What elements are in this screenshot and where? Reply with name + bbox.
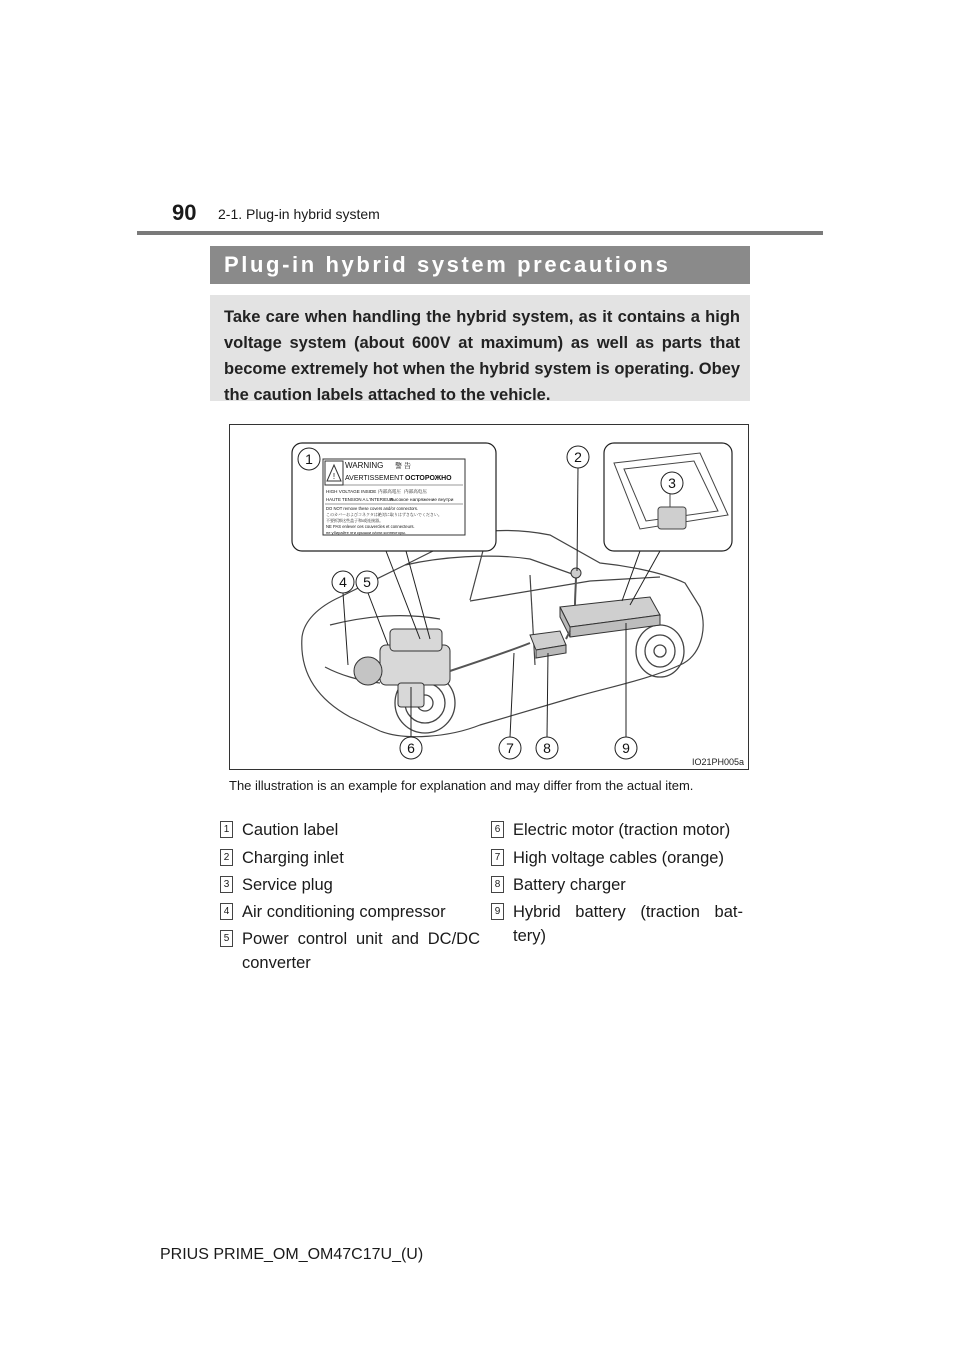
callout-4	[332, 571, 354, 593]
callout-7	[499, 737, 521, 759]
figure-caption: The illustration is an example for explanation and may differ from the actual item.	[229, 778, 694, 793]
legend-number-badge: 7	[491, 849, 504, 866]
legend-item-text: Caution label	[242, 821, 339, 839]
section-reference: 2-1. Plug-in hybrid system	[218, 206, 380, 222]
charging-inlet-part	[571, 568, 581, 578]
callout-1	[298, 448, 320, 470]
legend-item-text: Electric motor (traction motor)	[513, 821, 731, 839]
label-avertissement-text: AVERTISSEMENT	[345, 475, 404, 482]
legend-number-badge: 1	[220, 821, 233, 838]
legend-number-badge: 2	[220, 849, 233, 866]
page-number: 90	[172, 200, 197, 225]
legend-number-badge: 6	[491, 821, 504, 838]
legend-item-power-control-unit	[220, 927, 480, 975]
legend-item-text: Service plug	[242, 876, 333, 894]
legend-item-text: High voltage cables (orange)	[513, 849, 724, 867]
section-title: Plug-in hybrid system precautions	[210, 246, 750, 284]
legend-item-charging-inlet	[220, 846, 480, 870]
label-ru-voltage-text: высокое напряжение внутри	[390, 498, 454, 503]
legend-number-badge: 9	[491, 903, 504, 920]
callout-6	[400, 737, 422, 759]
callout-5	[356, 571, 378, 593]
label-cn-note-text: 不要拆卸这些盖子和/或连接器。	[326, 518, 384, 523]
label-haute-tension-text: HAUTE TENSION A L'INTERIEUR	[326, 497, 394, 502]
legend-item-text: Hybrid battery (traction bat-tery)	[513, 903, 743, 945]
label-jp-1-text: 内部高電圧	[378, 489, 401, 494]
callout-8	[536, 737, 558, 759]
legend-number-badge: 4	[220, 903, 233, 920]
legend-number-badge: 5	[220, 930, 233, 947]
figure-code: IO21PH005a	[691, 757, 744, 767]
label-ne-pas-text: NE PAS enlever ces couvercles et connecteurs.	[326, 524, 415, 529]
legend-item-air-conditioning-compressor	[220, 900, 480, 924]
label-jp-note-text: このカバーおよびコネクタは絶対に取りはずさないでください。	[326, 512, 442, 517]
document-footer: PRIUS PRIME_OM_OM47C17U_(U)	[160, 1246, 424, 1263]
legend-item-battery-charger	[491, 873, 751, 897]
legend-number-badge: 8	[491, 876, 504, 893]
callout-7-label: 7	[506, 740, 514, 756]
intro-text: Take care when handling the hybrid system, as it contains a high voltage system (about 600V at maximum) as well as parts that become extremely hot when the hybrid system is operating. Obey the caution labels attached to the vehicle.	[224, 308, 740, 404]
callout-9	[615, 737, 637, 759]
callout-8-label: 8	[543, 740, 551, 756]
caution-label-graphic	[323, 459, 465, 535]
callout-2-label: 2	[574, 449, 582, 465]
legend-item-electric-motor	[491, 818, 751, 842]
legend-item-hybrid-battery	[491, 900, 751, 948]
svg-text:!: !	[332, 472, 336, 481]
callout-6-label: 6	[407, 740, 415, 756]
service-plug-inset	[604, 443, 732, 551]
high-voltage-cables	[450, 575, 576, 671]
label-ru-note-text: не убирайте эти крышки и/или коннекторы.	[326, 530, 407, 535]
callout-1-label: 1	[305, 451, 313, 467]
callout-9-label: 9	[622, 740, 630, 756]
vehicle-diagram	[230, 425, 748, 769]
label-high-voltage-text: HIGH VOLTAGE INSIDE	[326, 489, 377, 494]
callout-3	[661, 472, 683, 494]
legend-item-text: Charging inlet	[242, 849, 344, 867]
label-warning-text: WARNING	[345, 461, 384, 470]
header-rule	[137, 231, 823, 235]
legend-item-text: Power control unit and DC/DC converter	[242, 930, 480, 972]
vehicle-illustration	[229, 424, 749, 770]
label-do-not-text: DO NOT remove these covers and/or connectors.	[326, 506, 419, 511]
legend-number-badge: 3	[220, 876, 233, 893]
legend-item-caution-label	[220, 818, 480, 842]
label-warning-jp-text: 警 告	[395, 463, 411, 470]
legend-item-text: Battery charger	[513, 876, 626, 894]
legend-item-high-voltage-cables	[491, 846, 751, 870]
callout-3-label: 3	[668, 475, 676, 491]
callout-2	[567, 446, 589, 468]
callout-5-label: 5	[363, 574, 371, 590]
intro-box	[210, 295, 750, 404]
motor-block	[354, 629, 450, 707]
legend-item-text: Air conditioning compressor	[242, 903, 446, 921]
legend-item-service-plug	[220, 873, 480, 897]
label-jp-2-text: 内部高电压	[404, 489, 427, 494]
label-ostorozhno-text: ОСТОРОЖНО	[405, 475, 452, 482]
callout-4-label: 4	[339, 574, 347, 590]
